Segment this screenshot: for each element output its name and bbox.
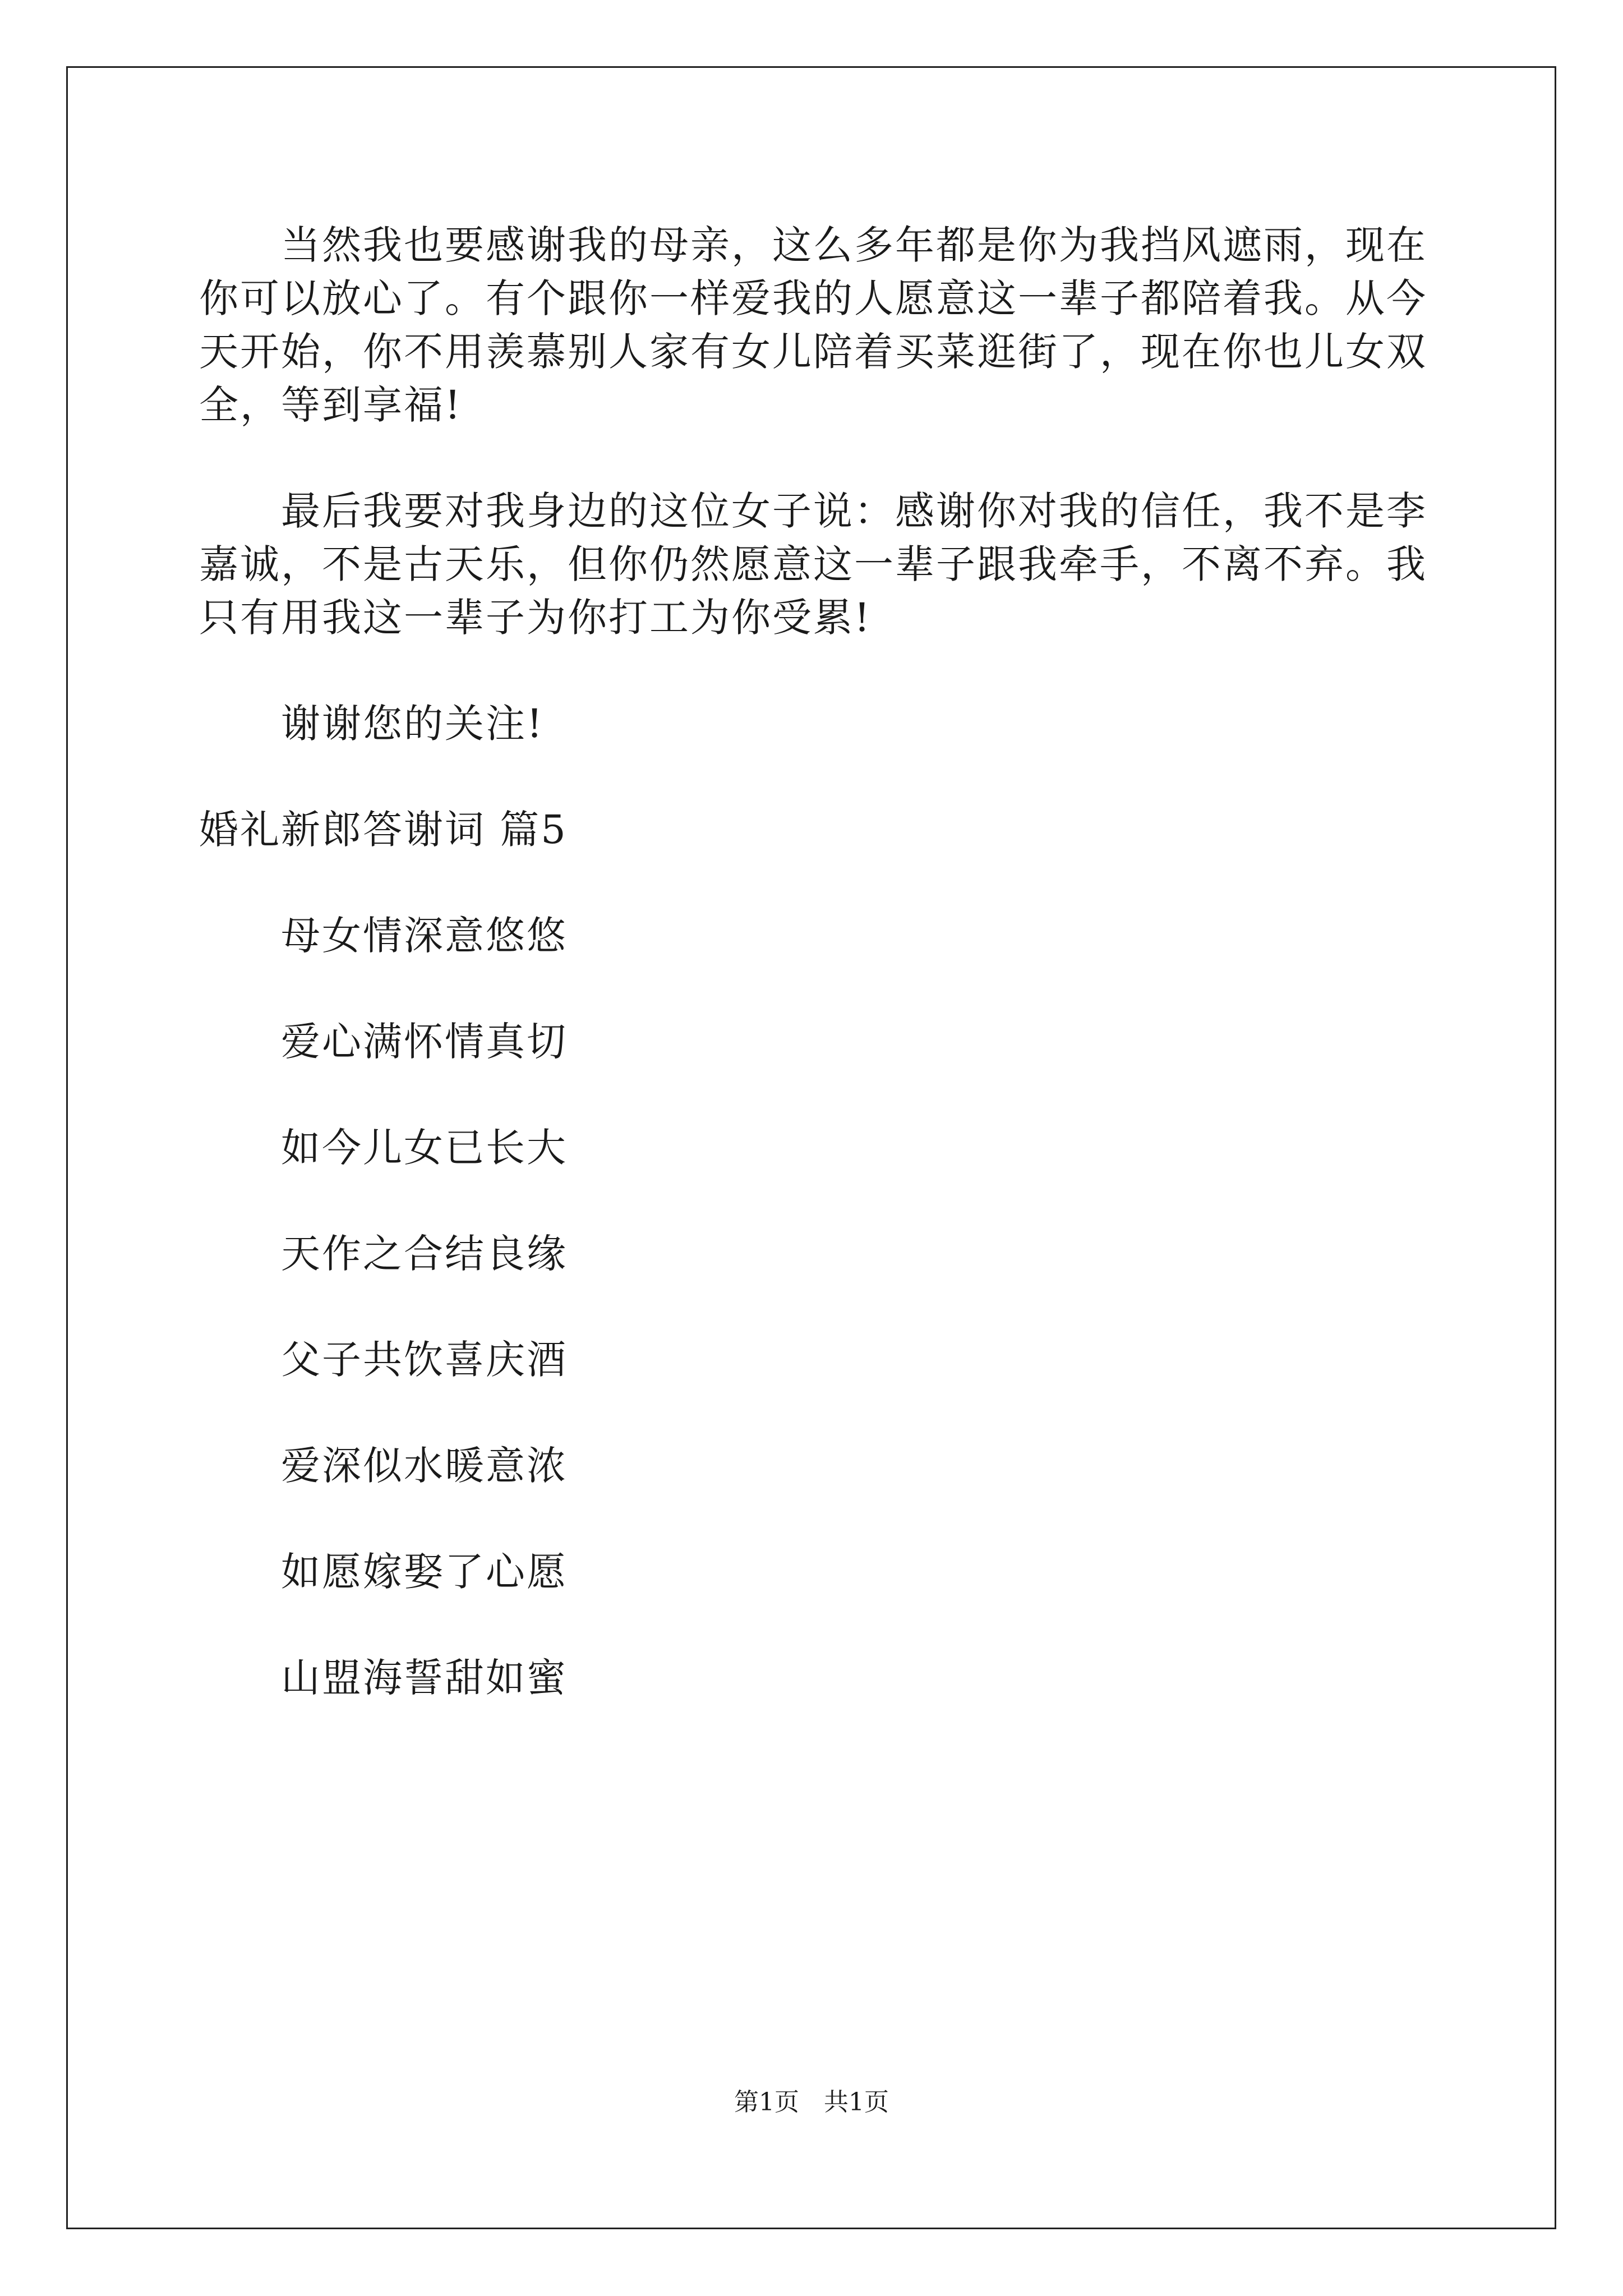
section-heading: 婚礼新郎答谢词 篇5 bbox=[199, 807, 568, 853]
document-body bbox=[199, 219, 1427, 1757]
paragraph-closing: 谢谢您的关注! bbox=[281, 701, 545, 747]
page-number-total: 共1页 bbox=[824, 2088, 889, 2116]
page-footer bbox=[0, 2087, 1623, 2118]
page-number-current: 第1页 bbox=[734, 2088, 799, 2116]
poem-line: 父子共饮喜庆酒 bbox=[281, 1337, 568, 1383]
paragraph-thanks-mother: 当然我也要感谢我的母亲，这么多年都是你为我挡风遮雨，现在你可以放心了。有个跟你一样爱我的人愿意这一辈子都陪着我。从今天开始，你不用羡慕别人家有女儿陪着买菜逛街了，现在你也儿女双全，等到享福! bbox=[199, 222, 1427, 428]
poem-line: 天作之合结良缘 bbox=[281, 1231, 568, 1277]
poem-line: 爱深似水暖意浓 bbox=[281, 1443, 568, 1489]
poem-line: 母女情深意悠悠 bbox=[281, 913, 568, 959]
poem-line: 山盟海誓甜如蜜 bbox=[281, 1655, 568, 1701]
paragraph-thanks-bride: 最后我要对我身边的这位女子说：感谢你对我的信任，我不是李嘉诚，不是古天乐，但你仍然愿意这一辈子跟我牵手，不离不弃。我只有用我这一辈子为你打工为你受累! bbox=[199, 488, 1427, 641]
poem-line: 如今儿女已长大 bbox=[281, 1125, 568, 1171]
poem-line: 爱心满怀情真切 bbox=[281, 1019, 568, 1065]
poem-line: 如愿嫁娶了心愿 bbox=[281, 1549, 568, 1595]
